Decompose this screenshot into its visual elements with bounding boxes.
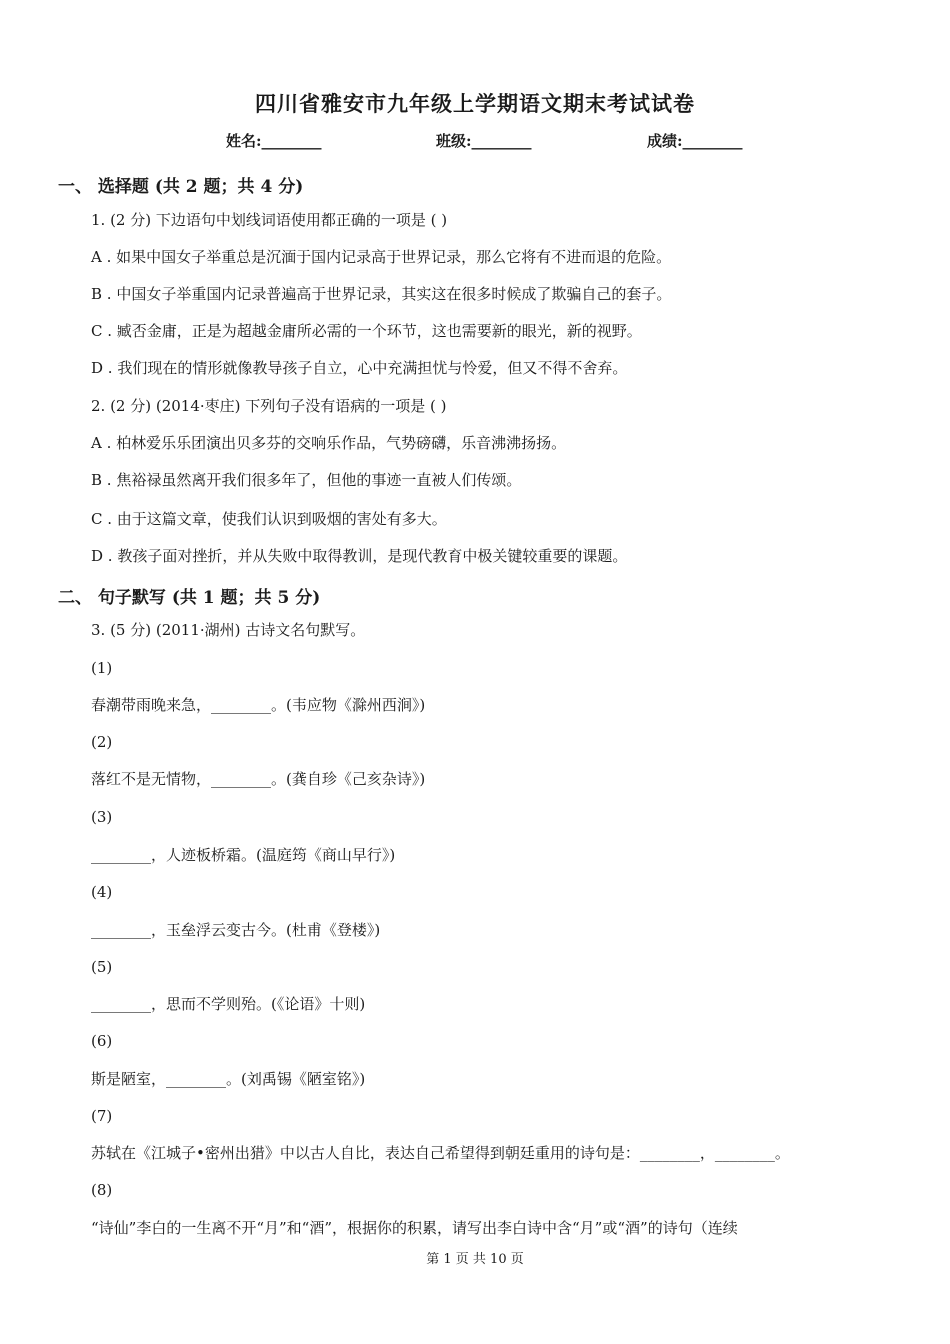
sub-item-text: 落红不是无情物，________。(龚自珍《己亥杂诗》)	[91, 770, 426, 788]
sub-item-number: (4)	[91, 883, 113, 901]
sub-item-text: 春潮带雨晚来急，________。(韦应物《滁州西涧》)	[91, 696, 426, 714]
sub-item-number: (3)	[91, 808, 113, 826]
question-2-option-b: B . 焦裕禄虽然离开我们很多年了，但他的事迹一直被人们传颂。	[91, 471, 522, 489]
question-2-stem: 2. (2 分) (2014·枣庄) 下列句子没有语病的一项是 ( )	[91, 397, 447, 415]
class-field: 班级:________	[436, 132, 532, 150]
sub-item-number: (8)	[91, 1181, 113, 1199]
sub-item-text: ________，思而不学则殆。(《论语》十则)	[91, 995, 366, 1013]
sub-item-number: (2)	[91, 733, 113, 751]
question-2-option-a: A . 柏林爱乐乐团演出贝多芬的交响乐作品，气势磅礴，乐音沸沸扬扬。	[91, 434, 567, 452]
section-heading-dictation: 二、 句子默写 (共 1 题；共 5 分)	[58, 588, 321, 608]
question-1-option-a: A . 如果中国女子举重总是沉湎于国内记录高于世界记录，那么它将有不进而退的危险。	[91, 248, 672, 266]
sub-item-text: “诗仙”李白的一生离不开“月”和“酒”，根据你的积累，请写出李白诗中含“月”或“酒”的诗句（连续	[91, 1219, 738, 1237]
question-2-option-d: D . 教孩子面对挫折，并从失败中取得教训，是现代教育中极关键较重要的课题。	[91, 547, 628, 565]
sub-item-number: (1)	[91, 659, 113, 677]
sub-item-number: (6)	[91, 1032, 113, 1050]
page-footer: 第 1 页 共 10 页	[426, 1252, 524, 1267]
score-field: 成绩:________	[647, 132, 743, 150]
question-1-option-c: C . 臧否金庸，正是为超越金庸所必需的一个环节，这也需要新的眼光，新的视野。	[91, 322, 642, 340]
sub-item-text: 斯是陋室，________。(刘禹锡《陋室铭》)	[91, 1070, 366, 1088]
sub-item-number: (7)	[91, 1107, 113, 1125]
question-1-option-b: B . 中国女子举重国内记录普遍高于世界记录，其实这在很多时候成了欺骗自己的套子。	[91, 285, 672, 303]
page-title: 四川省雅安市九年级上学期语文期末考试试卷	[255, 91, 695, 116]
name-field: 姓名:________	[226, 132, 322, 150]
sub-item-text: ________，玉垒浮云变古今。(杜甫《登楼》)	[91, 921, 381, 939]
question-2-option-c: C . 由于这篇文章，使我们认识到吸烟的害处有多大。	[91, 510, 447, 528]
sub-item-text: 苏轼在《江城子•密州出猎》中以古人自比，表达自己希望得到朝廷重用的诗句是：________，________。	[91, 1144, 790, 1162]
section-heading-choice: 一、 选择题 (共 2 题；共 4 分)	[58, 177, 304, 197]
sub-item-text: ________，人迹板桥霜。(温庭筠《商山早行》)	[91, 846, 396, 864]
question-1-option-d: D . 我们现在的情形就像教导孩子自立，心中充满担忧与怜爱，但又不得不舍弃。	[91, 359, 628, 377]
question-1-stem: 1. (2 分) 下边语句中划线词语使用都正确的一项是 ( )	[91, 211, 448, 229]
question-3-stem: 3. (5 分) (2011·湖州) 古诗文名句默写。	[91, 621, 366, 639]
sub-item-number: (5)	[91, 958, 113, 976]
